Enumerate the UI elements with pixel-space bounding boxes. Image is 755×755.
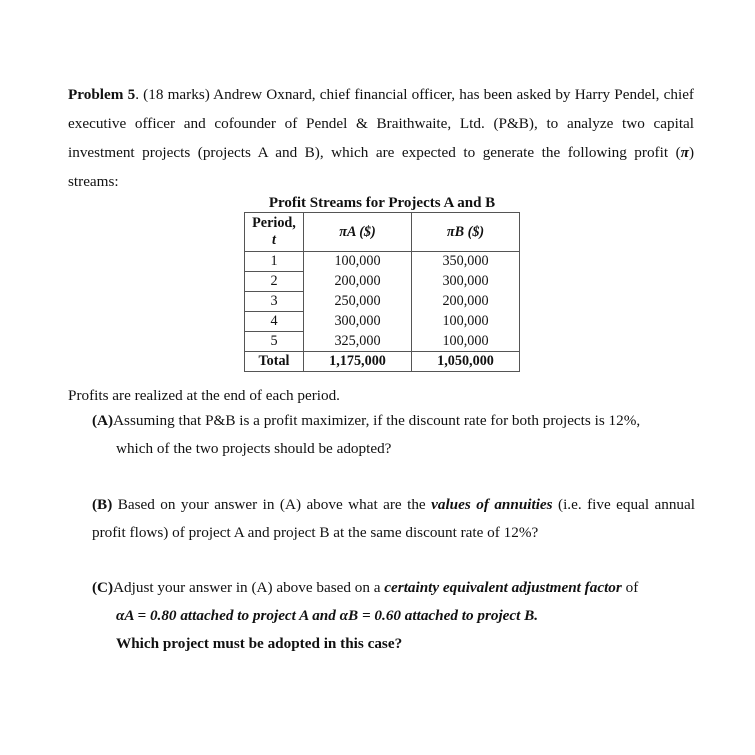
header-profit-b: πB ($) <box>412 213 520 252</box>
cell-period: 4 <box>245 312 304 332</box>
problem-intro <box>68 80 694 196</box>
question-a-line1: Assuming that P&B is a profit maximizer, if the discount rate for both projects is 12%, <box>113 412 641 429</box>
cell-profit-a: 300,000 <box>304 312 412 332</box>
table-row <box>245 312 520 332</box>
header-profit-a: πA ($) <box>304 213 412 252</box>
cell-profit-a: 200,000 <box>304 272 412 292</box>
cell-total-b: 1,050,000 <box>412 352 520 372</box>
cell-profit-a: 325,000 <box>304 332 412 352</box>
table-row <box>245 272 520 292</box>
table-row <box>245 252 520 272</box>
table-title: Profit Streams for Projects A and B <box>268 195 496 211</box>
problem-text: . (18 marks) Andrew Oxnard, chief financial officer, has been asked by Harry Pendel, chief executive officer and cofounder of Pendel & Braithwaite, Ltd. (P&B), to analyze two capital investment projects (projects A and B), which are expected to generate the following profit ( <box>68 86 694 161</box>
question-a-label: (A) <box>92 412 114 429</box>
question-c-emphasis: certainty equivalent adjustment factor <box>384 579 622 596</box>
question-a <box>92 407 695 463</box>
problem-text-end: ) streams: <box>68 144 694 190</box>
question-c <box>92 574 695 658</box>
question-b-label: (B) <box>92 496 113 513</box>
cell-profit-b: 100,000 <box>412 312 520 332</box>
problem-label: Problem 5 <box>68 86 136 103</box>
cell-profit-b: 100,000 <box>412 332 520 352</box>
question-a-line2: which of the two projects should be adopted? <box>116 440 392 457</box>
cell-total-label: Total <box>245 352 304 372</box>
profit-table <box>244 212 520 372</box>
cell-profit-a: 100,000 <box>304 252 412 272</box>
question-c-label: (C) <box>92 579 114 596</box>
question-b-text-before: Based on your answer in (A) above what are the <box>112 496 432 513</box>
question-b-emphasis: values of annuities <box>431 496 553 513</box>
header-period: Period, t <box>245 213 304 252</box>
pi-symbol: π <box>680 144 689 161</box>
question-c-text-before: Adjust your answer in (A) above based on a <box>113 579 385 596</box>
cell-profit-b: 300,000 <box>412 272 520 292</box>
question-b <box>92 491 695 547</box>
cell-profit-a: 250,000 <box>304 292 412 312</box>
profits-note: Profits are realized at the end of each period. <box>68 387 340 404</box>
cell-period: 2 <box>245 272 304 292</box>
question-c-final: Which project must be adopted in this case? <box>116 635 403 652</box>
cell-profit-b: 200,000 <box>412 292 520 312</box>
question-c-text-after: of <box>621 579 639 596</box>
question-b-text-after: (i.e. five equal annual profit flows) of project A and project B at the same discount rate of 12%? <box>92 496 695 541</box>
cell-total-a: 1,175,000 <box>304 352 412 372</box>
cell-period: 5 <box>245 332 304 352</box>
table-row <box>245 292 520 312</box>
table-row <box>245 332 520 352</box>
table-header-row <box>245 213 520 252</box>
question-c-math-line: αA = 0.80 attached to project A and αB = 0.60 attached to project B. <box>116 607 539 624</box>
table-total-row <box>245 352 520 372</box>
cell-profit-b: 350,000 <box>412 252 520 272</box>
cell-period: 1 <box>245 252 304 272</box>
cell-period: 3 <box>245 292 304 312</box>
header-period-sub: t <box>272 232 276 248</box>
